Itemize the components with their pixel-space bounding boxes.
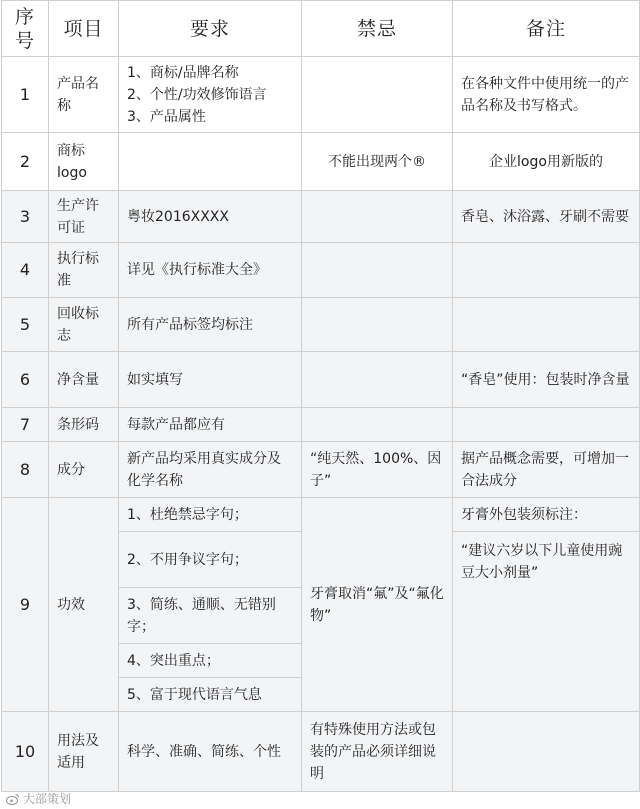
row-requirement: 如实填写 (119, 352, 302, 408)
row-item: 回收标志 (49, 298, 119, 352)
requirement-line: 1、商标/品牌名称 (127, 64, 239, 81)
row-requirement: 所有产品标签均标注 (119, 298, 302, 352)
row-item: 产品名称 (49, 57, 119, 133)
row-requirement: 粤妆2016XXXX (119, 191, 302, 243)
row-note: 据产品概念需要，可增加一合法成分 (453, 442, 640, 498)
table-row (2, 712, 640, 792)
table-row (2, 57, 640, 133)
row-item: 执行标准 (49, 243, 119, 298)
header-note: 备注 (453, 1, 640, 57)
row-taboo (302, 191, 453, 243)
weibo-icon (6, 792, 20, 806)
row-no: 10 (2, 712, 49, 792)
row-taboo: “纯天然、100%、因子” (302, 442, 453, 498)
row-requirement (119, 57, 302, 133)
row-taboo (302, 57, 453, 133)
row-item: 功效 (49, 498, 119, 712)
requirement-line: 1、杜绝禁忌字句； (119, 498, 302, 532)
row-item: 净含量 (49, 352, 119, 408)
requirement-line: 2、个性/功效修饰语言 (127, 86, 267, 103)
row-note (453, 408, 640, 442)
table-row (2, 298, 640, 352)
table-row (2, 498, 640, 532)
row-item: 商标logo (49, 133, 119, 191)
row-no: 6 (2, 352, 49, 408)
row-no: 9 (2, 498, 49, 712)
row-requirement: 每款产品都应有 (119, 408, 302, 442)
table-row (2, 191, 640, 243)
requirement-line: 5、富于现代语言气息 (119, 678, 302, 712)
row-taboo: 牙膏取消“氟”及“氟化物” (302, 498, 453, 712)
row-item: 成分 (49, 442, 119, 498)
requirement-line: 4、突出重点； (119, 644, 302, 678)
row-note: 香皂、沐浴露、牙刷不需要 (453, 191, 640, 243)
row-no: 3 (2, 191, 49, 243)
row-taboo: 不能出现两个® (302, 133, 453, 191)
row-note (453, 243, 640, 298)
row-note (453, 712, 640, 792)
row-no: 7 (2, 408, 49, 442)
table-row (2, 243, 640, 298)
header-item: 项目 (49, 1, 119, 57)
row-taboo (302, 298, 453, 352)
row-note: 在各种文件中使用统一的产品名称及书写格式。 (453, 57, 640, 133)
row-taboo (302, 408, 453, 442)
row-note: “香皂”使用：包装时净含量 (453, 352, 640, 408)
row-no: 5 (2, 298, 49, 352)
row-item: 生产许可证 (49, 191, 119, 243)
requirement-line: 3、简练、通顺、无错别字； (119, 588, 302, 644)
row-note (453, 298, 640, 352)
header-no: 序号 (2, 1, 49, 57)
table-row (2, 133, 640, 191)
row-requirement: 详见《执行标准大全》 (119, 243, 302, 298)
row-taboo (302, 243, 453, 298)
row-taboo (302, 352, 453, 408)
header-row (2, 1, 640, 57)
row-item: 条形码 (49, 408, 119, 442)
table-row (2, 442, 640, 498)
row-requirement: 科学、准确、简练、个性 (119, 712, 302, 792)
row-item: 用法及适用 (49, 712, 119, 792)
header-requirement: 要求 (119, 1, 302, 57)
row-note: 牙膏外包装须标注： (453, 498, 640, 532)
requirement-line: 2、不用争议字句； (119, 532, 302, 588)
row-no: 1 (2, 57, 49, 133)
row-requirement: 新产品均采用真实成分及化学名称 (119, 442, 302, 498)
watermark-text: 大部策划 (23, 792, 72, 806)
row-no: 4 (2, 243, 49, 298)
watermark (6, 790, 71, 807)
row-requirement (119, 133, 302, 191)
spec-table (1, 0, 640, 792)
table-row (2, 408, 640, 442)
row-taboo: 有特殊使用方法或包装的产品必须详细说明 (302, 712, 453, 792)
table-row (2, 352, 640, 408)
row-note: “建议六岁以下儿童使用豌豆大小剂量” (453, 532, 640, 712)
row-note: 企业logo用新版的 (453, 133, 640, 191)
row-no: 8 (2, 442, 49, 498)
row-no: 2 (2, 133, 49, 191)
header-taboo: 禁忌 (302, 1, 453, 57)
requirement-line: 3、产品属性 (127, 108, 206, 125)
